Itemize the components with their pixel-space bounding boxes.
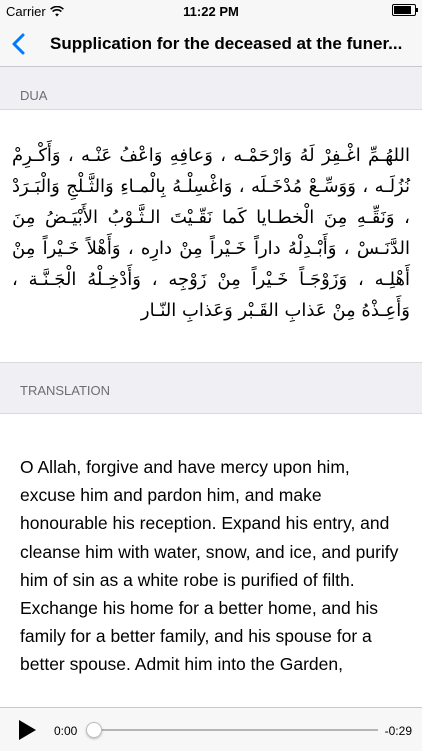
progress-track[interactable] <box>92 729 378 731</box>
section-header-dua-label: DUA <box>20 88 48 103</box>
battery-icon <box>392 4 416 16</box>
progress-thumb[interactable] <box>86 722 102 738</box>
section-header-translation-label: TRANSLATION <box>20 383 111 398</box>
elapsed-time: 0:00 <box>54 724 78 738</box>
play-button[interactable] <box>16 719 38 741</box>
status-time: 11:22 PM <box>183 4 239 19</box>
remaining-time: -0:29 <box>384 724 412 738</box>
section-header-translation <box>0 362 422 414</box>
navigation-bar <box>0 22 422 67</box>
status-bar <box>0 0 422 22</box>
play-icon <box>16 719 38 741</box>
back-button[interactable] <box>8 31 32 57</box>
chevron-left-icon <box>8 31 32 57</box>
translation-text: O Allah, forgive and have mercy upon him, excuse him and pardon him, and make honourable his reception. Expand his entry, and cleanse him with water, snow, and ice, and purify him of sin as a white robe is purified of filth. Exchange his home for a better home, and his family for a better family, and his spouse for a better spouse. Admit him into the Garden, <box>20 457 399 675</box>
section-header-dua <box>0 67 422 110</box>
page-title: Supplication for the deceased at the funer... <box>50 34 403 53</box>
battery-level <box>394 6 411 14</box>
status-right <box>392 4 416 16</box>
carrier-label: Carrier <box>6 4 46 19</box>
audio-player <box>0 707 422 751</box>
dua-arabic-text: اللهُـمِّ اغْـفِرْ لَهُ وَارْحَمْـه ، وَعافِهِ وَاعْفُ عَنْـه ، وَأَكْـرِمْ نُزُلَـه ، وَوَسِّـعْ مُدْخَـلَه ، وَاغْسِلْـهُ بِالْمـاءِ وَالثَّـلْجِ وَالْبَـرَدْ ، وَنَقِّـهِ مِنَ الْخطـايا كَما نَقّـيْتَ الـثَّـوْبُ الأَبْيَـضُ مِنَ الدَّنَـسْ ، وَأَبْـدِلْهُ داراً خَـيْراً مِنْ دارِه ، وَأَهْلاً خَـيْراً مِنْ أَهْلِـه ، وَزَوْجَـاً خَـيْراً مِنْ زَوْجِه ، وَأَدْخِـلْهُ الْجَـنَّـة ، وَأَعِـذْهُ مِنْ عَذابِ القَـبْر وَعَذابِ النّـار <box>12 145 410 321</box>
